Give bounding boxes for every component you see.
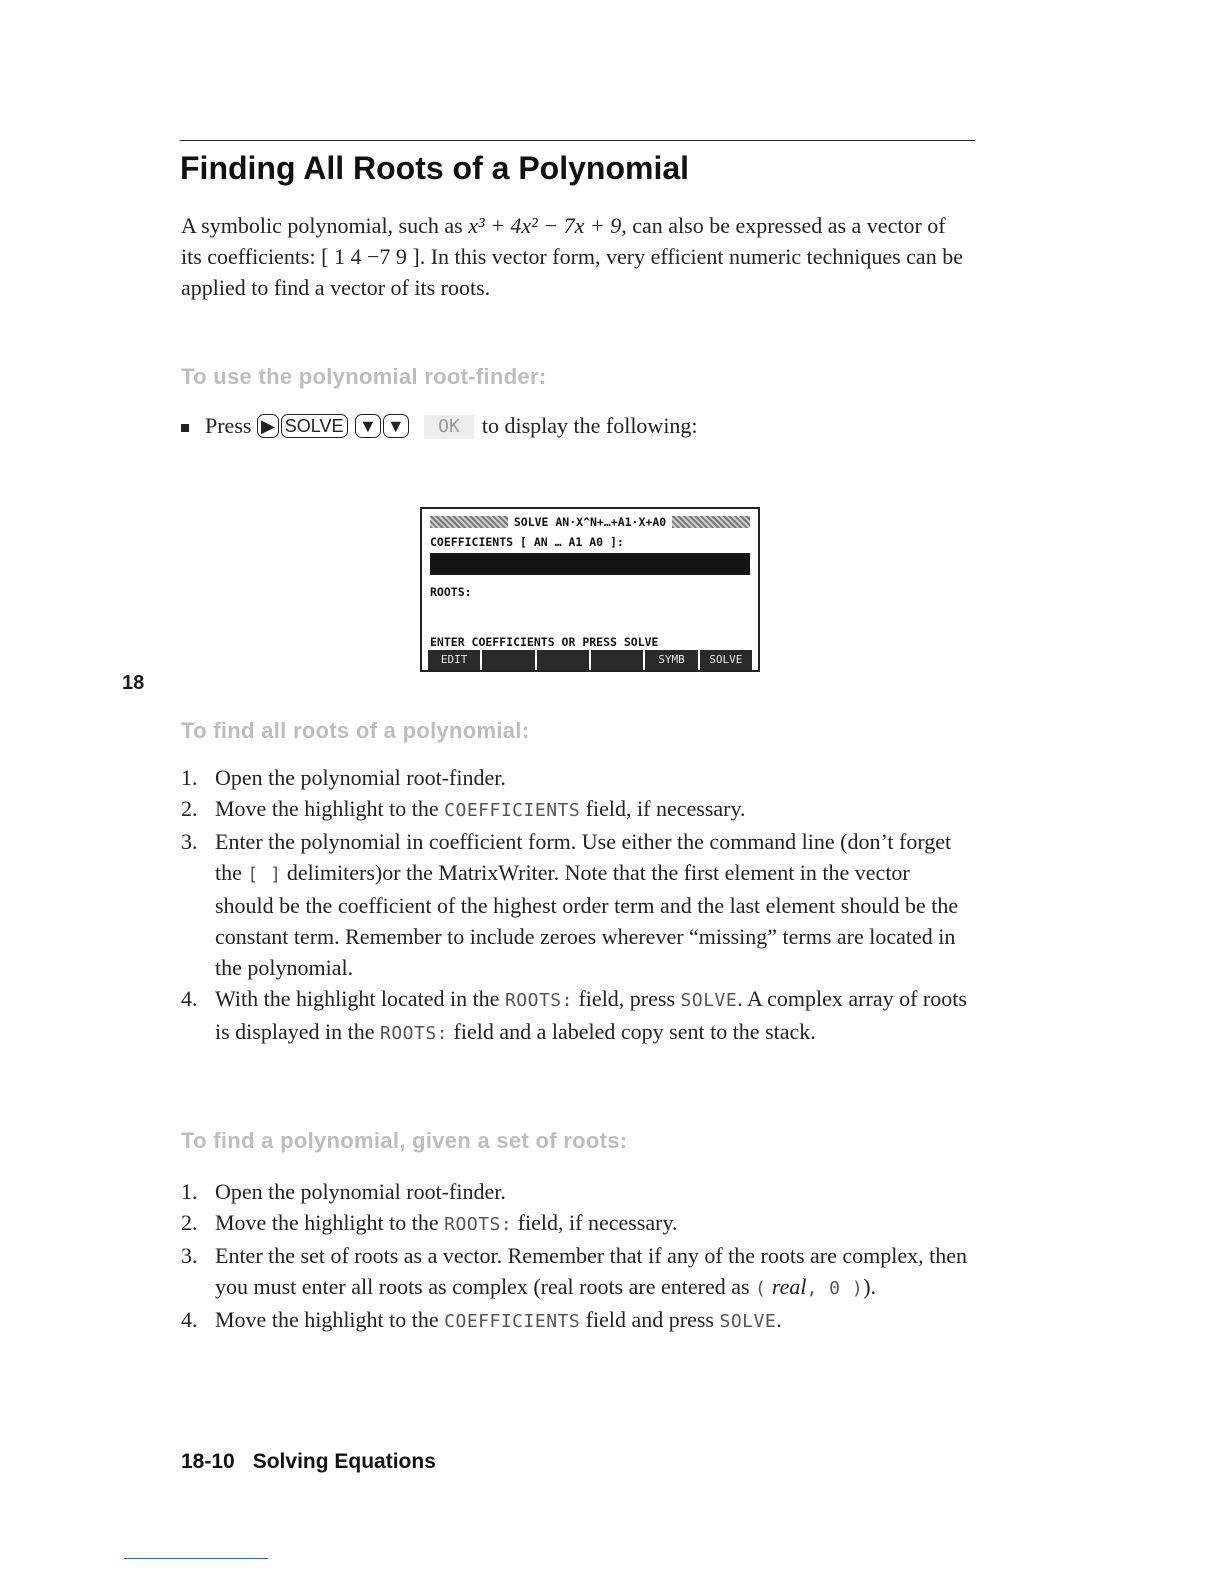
find-polynomial-heading: To find a polynomial, given a set of roots: — [181, 1128, 628, 1153]
status-line: ENTER COEFFICIENTS OR PRESS SOLVE — [430, 635, 659, 649]
menu-key-blank[interactable] — [537, 650, 589, 670]
from-roots-steps — [181, 1176, 971, 1337]
ok-softkey: OK — [424, 415, 474, 439]
list-item: 4. With the highlight located in the ROOTS: field, press SOLVE. A complex array of roots is displayed in the ROOTS: field and a labeled copy sent to the stack. — [181, 986, 967, 1044]
screen-title: SOLVE AN·X^N+…+A1·X+A0 — [513, 515, 667, 529]
down-arrow-key: ▼ — [383, 414, 409, 438]
bullet-icon — [181, 424, 189, 432]
intro-paragraph: A symbolic polynomial, such as x³ + 4x² − 7x + 9, can also be expressed as a vector of its coefficients: [ 1 4 −7 9 ]. In this vector form, very efficient numeric techniques can be applied to find a vector of its roots. — [181, 213, 963, 300]
use-root-finder-heading: To use the polynomial root-finder: — [181, 364, 547, 389]
roots-label: ROOTS: — [430, 585, 472, 599]
right-shift-key: ▶ — [257, 414, 279, 438]
list-item: 2. Move the highlight to the COEFFICIENTS field, if necessary. — [181, 796, 746, 821]
menu-key-blank[interactable] — [482, 650, 534, 670]
menu-key-edit[interactable]: EDIT — [428, 650, 480, 670]
page-title: Finding All Roots of a Polynomial — [180, 150, 690, 186]
polynomial-expression: x³ + 4x² − 7x + 9 — [468, 213, 622, 238]
list-item: 1. Open the polynomial root-finder. — [181, 765, 506, 790]
menu-key-solve[interactable]: SOLVE — [700, 650, 752, 670]
menu-key-blank[interactable] — [591, 650, 643, 670]
top-rule — [180, 140, 975, 141]
screen-title-bar — [430, 515, 750, 529]
coefficient-vector: [ 1 4 −7 9 ] — [321, 244, 420, 269]
coefficients-label: COEFFICIENTS [ AN … A1 A0 ]: — [430, 535, 624, 549]
list-item: 2. Move the highlight to the ROOTS: field, if necessary. — [181, 1210, 678, 1235]
all-roots-steps — [181, 762, 971, 1049]
list-item: 1. Open the polynomial root-finder. — [181, 1179, 506, 1204]
title-hatch — [430, 516, 508, 528]
footer-page-number: 18-10 — [181, 1450, 235, 1473]
find-all-roots-heading: To find all roots of a polynomial: — [181, 718, 530, 743]
page-footer — [181, 1450, 436, 1474]
list-item: 3. Enter the polynomial in coefficient form. Use either the command line (don’t forget the [ ] delimiters)or the MatrixWriter. Note that the first element in the vector should be the coefficient of the highest order term and the last element should be the constant term. Remember to include zeroes wherever “missing” terms are located in the polynomial. — [181, 829, 959, 980]
down-arrow-key: ▼ — [355, 414, 381, 438]
list-item: 4. Move the highlight to the COEFFICIENTS field and press SOLVE. — [181, 1307, 782, 1332]
press-instruction: Press ▶ SOLVE ▼ ▼ OK to display the following: — [181, 410, 971, 441]
chapter-marker: 18 — [122, 672, 145, 694]
footer-title: Solving Equations — [252, 1450, 436, 1473]
title-hatch — [672, 516, 750, 528]
menu-key-symb[interactable]: SYMB — [645, 650, 697, 670]
list-item: 3. Enter the set of roots as a vector. Remember that if any of the roots are complex, then you must enter all roots as complex (real roots are entered as ( real, 0 )). — [181, 1243, 968, 1299]
softkey-menu — [428, 650, 752, 670]
calculator-screen — [420, 507, 760, 672]
coefficients-field[interactable] — [430, 553, 750, 575]
solve-key: SOLVE — [281, 414, 348, 438]
bottom-rule — [124, 1558, 268, 1559]
